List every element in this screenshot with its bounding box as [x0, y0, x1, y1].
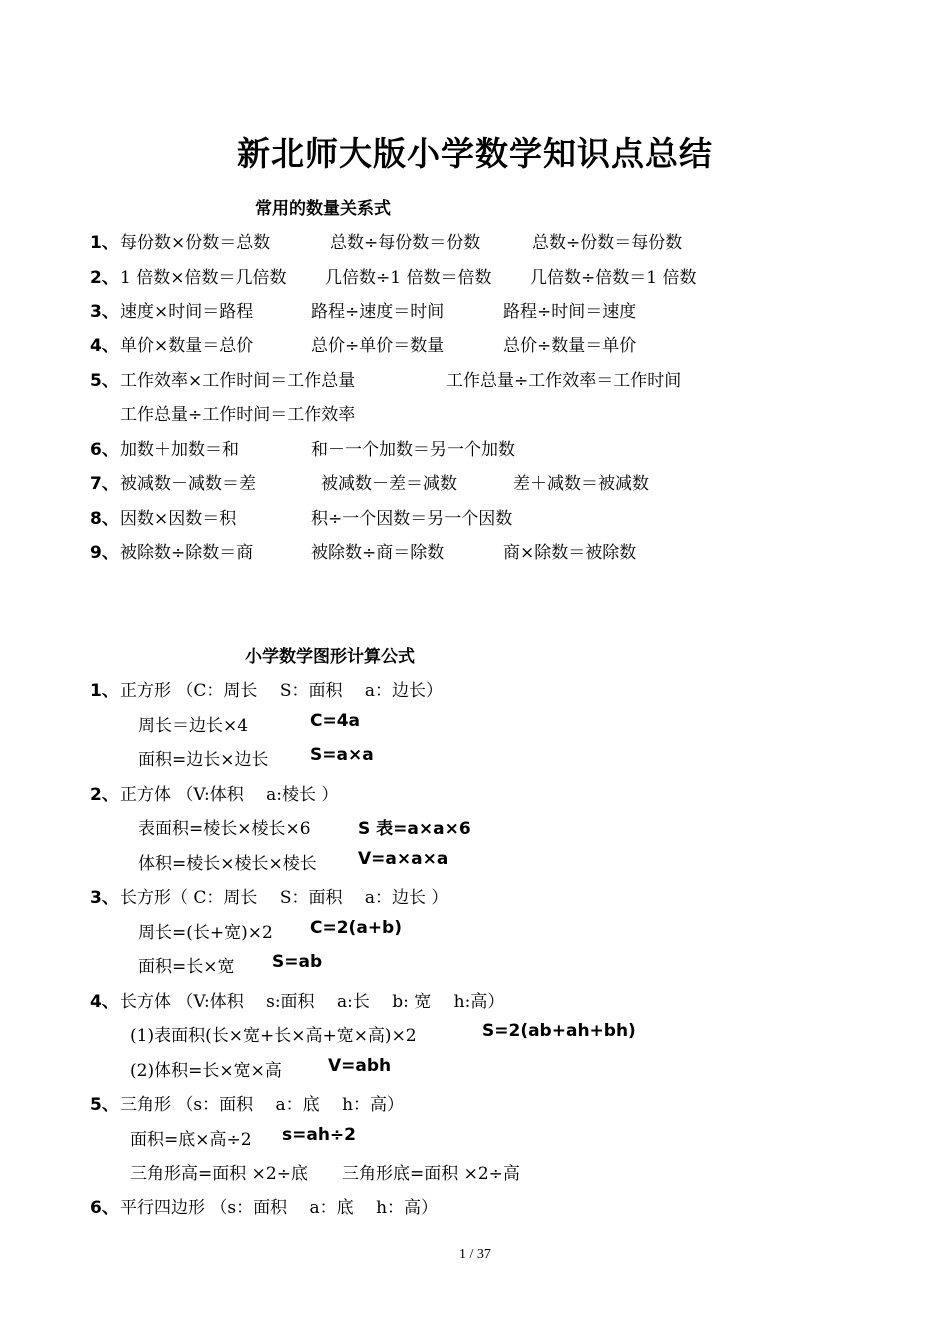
- row-number: 4、: [90, 336, 119, 356]
- formula-symbolic: V=abh: [328, 1056, 392, 1076]
- shape-label: 平行四边形 （s：面积 a：底 h：高）: [120, 1198, 439, 1218]
- page-title: 新北师大版小学数学知识点总结: [237, 134, 713, 173]
- page-number: 1 / 37: [459, 1247, 491, 1262]
- relation-a: 被除数÷除数＝商: [120, 543, 254, 563]
- relation-c: 差＋减数＝被减数: [513, 474, 649, 494]
- shape-label: 三角形 （s：面积 a：底 h：高）: [120, 1095, 405, 1115]
- relation-a: 1 倍数×倍数＝几倍数: [120, 268, 287, 288]
- relation-a: 速度×时间＝路程: [120, 302, 254, 322]
- relation-a: 工作总量÷工作时间＝工作效率: [120, 405, 356, 425]
- shape-label: 长方体 （V:体积 s:面积 a:长 b: 宽 h:高）: [120, 992, 505, 1012]
- formula-text: 周长=(长+宽)×2: [138, 923, 273, 943]
- item-number: 2、: [90, 785, 119, 805]
- shape-label: 长方形（ C：周长 S：面积 a：边长 ）: [120, 888, 449, 908]
- relation-b: 积÷一个因数＝另一个因数: [311, 509, 513, 529]
- relation-b: 被减数－差＝减数: [321, 474, 457, 494]
- formula-symbolic: S=ab: [272, 952, 323, 972]
- relation-a: 加数＋加数＝和: [120, 440, 239, 460]
- relation-b: 路程÷速度＝时间: [311, 302, 445, 322]
- row-number: 1、: [90, 233, 119, 253]
- item-number: 1、: [90, 681, 119, 701]
- item-number: 5、: [90, 1095, 119, 1115]
- row-number: 5、: [90, 371, 119, 391]
- item-number: 4、: [90, 992, 119, 1012]
- relation-c: 路程÷时间＝速度: [503, 302, 637, 322]
- formula-symbolic: S 表=a×a×6: [358, 819, 471, 839]
- formula-text: (1)表面积(长×宽+长×高+宽×高)×2: [130, 1026, 417, 1046]
- relation-a: 被减数－减数＝差: [120, 474, 256, 494]
- relation-c: 商×除数＝被除数: [503, 543, 637, 563]
- relation-c: 总价÷数量＝单价: [503, 336, 637, 356]
- section-heading-quantity-relations: 常用的数量关系式: [255, 199, 391, 219]
- relation-a: 工作效率×工作时间＝工作总量: [120, 371, 356, 391]
- relation-b: 总价÷单价＝数量: [311, 336, 445, 356]
- formula-symbolic: S=2(ab+ah+bh): [482, 1021, 636, 1041]
- relation-b: 工作总量÷工作效率＝工作时间: [446, 371, 682, 391]
- relation-c: 总数÷份数＝每份数: [532, 233, 683, 253]
- row-number: 3、: [90, 302, 119, 322]
- formula-text: 表面积=棱长×棱长×6: [138, 819, 311, 839]
- row-number: 7、: [90, 474, 119, 494]
- relation-b: 和－一个加数＝另一个加数: [311, 440, 515, 460]
- formula-symbolic: C=2(a+b): [310, 918, 402, 938]
- formula-text: 体积=棱长×棱长×棱长: [138, 854, 317, 874]
- row-number: 8、: [90, 509, 119, 529]
- formula-text: 三角形高=面积 ×2÷底 三角形底=面积 ×2÷高: [130, 1164, 520, 1184]
- formula-symbolic: S=a×a: [310, 745, 374, 765]
- formula-symbolic: C=4a: [310, 711, 361, 731]
- shape-label: 正方形 （C：周长 S：面积 a：边长）: [120, 681, 443, 701]
- relation-a: 单价×数量＝总价: [120, 336, 254, 356]
- relation-b: 几倍数÷1 倍数＝倍数: [325, 268, 492, 288]
- formula-text: (2)体积=长×宽×高: [130, 1061, 282, 1081]
- relation-c: 几倍数÷倍数＝1 倍数: [530, 268, 697, 288]
- row-number: 2、: [90, 268, 119, 288]
- formula-symbolic: s=ah÷2: [282, 1125, 357, 1145]
- relation-b: 总数÷每份数＝份数: [330, 233, 481, 253]
- section-heading-geometry-formulas: 小学数学图形计算公式: [245, 647, 415, 667]
- row-number: 9、: [90, 543, 119, 563]
- formula-symbolic: V=a×a×a: [358, 849, 449, 869]
- formula-text: 面积=底×高÷2: [130, 1130, 252, 1150]
- item-number: 6、: [90, 1198, 119, 1218]
- formula-text: 周长＝边长×4: [138, 716, 249, 736]
- formula-text: 面积=长×宽: [138, 957, 235, 977]
- relation-a: 每份数×份数＝总数: [120, 233, 271, 253]
- formula-text: 面积=边长×边长: [138, 750, 269, 770]
- relation-a: 因数×因数＝积: [120, 509, 237, 529]
- shape-label: 正方体 （V:体积 a:棱长 ）: [120, 785, 339, 805]
- row-number: 6、: [90, 440, 119, 460]
- relation-b: 被除数÷商＝除数: [311, 543, 445, 563]
- item-number: 3、: [90, 888, 119, 908]
